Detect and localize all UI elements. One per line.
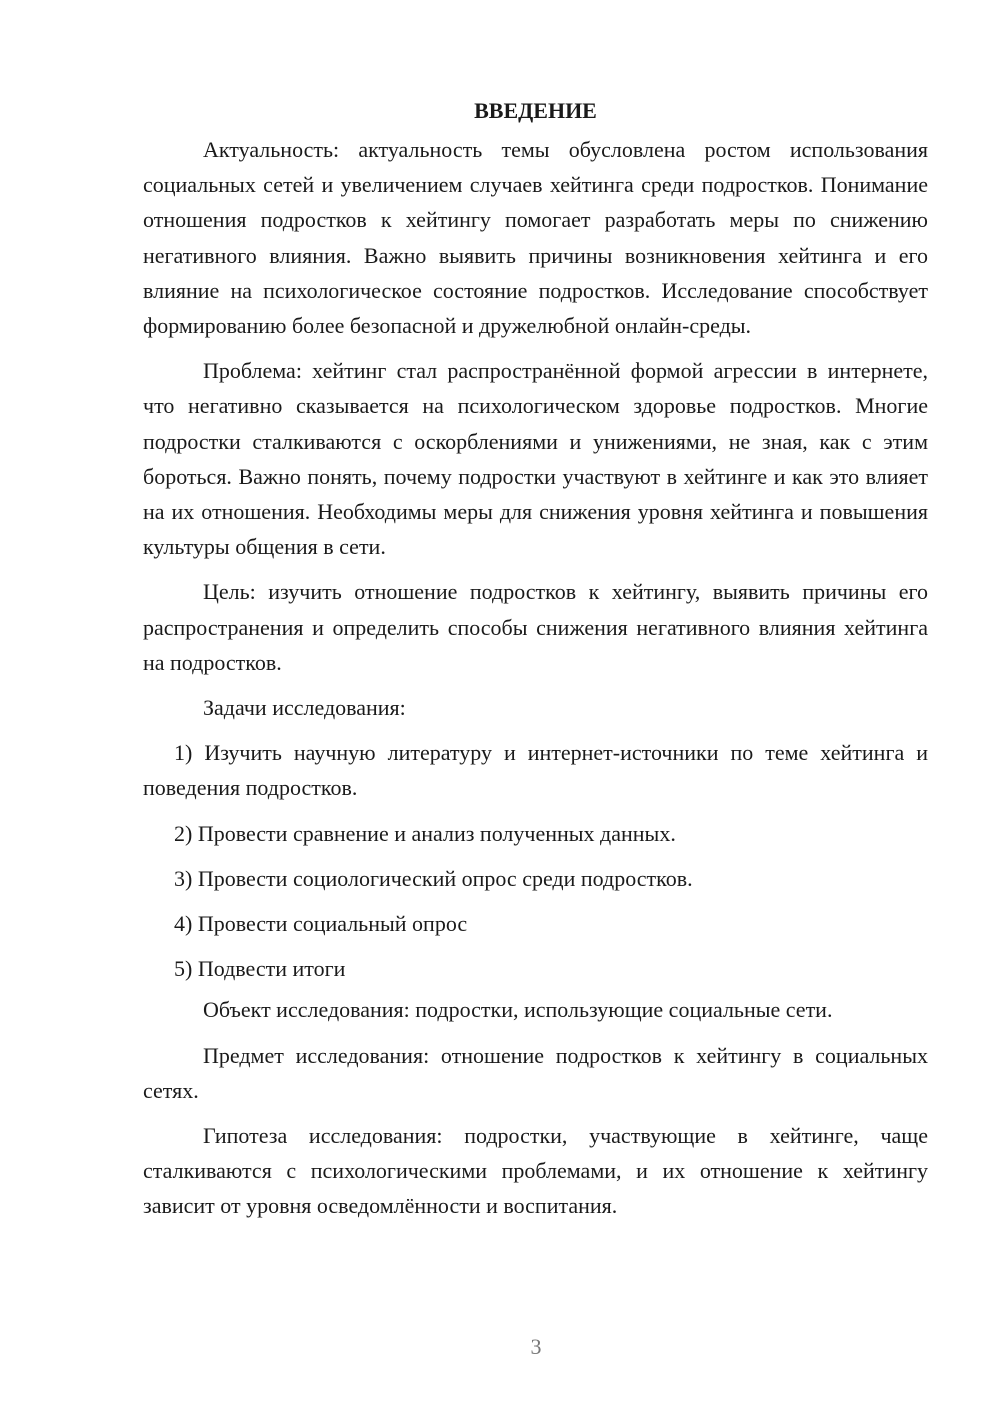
- section-heading: ВВЕДЕНИЕ: [474, 98, 597, 123]
- task-item: 1) Изучить научную литературу и интернет-источники по теме хейтинга и поведения подростков.: [143, 740, 928, 801]
- page-content: [143, 96, 928, 1234]
- task-item: 3) Провести социологический опрос среди подростков.: [174, 865, 693, 891]
- tasks-heading: Задачи исследования:: [203, 695, 406, 721]
- relevance-paragraph: Актуальность: актуальность темы обусловлена ростом использования социальных сетей и увеличением случаев хейтинга среди подростков. Понимание отношения подростков к хейтингу помогает разработать меры по снижению негативного влияния. Важно выявить причины возникновения хейтинга и его влияние на психологическое состояние подростков. Исследование способствует формированию более безопасной и дружелюбной онлайн-среды.: [143, 137, 928, 339]
- subject-paragraph: Предмет исследования: отношение подростков к хейтингу в социальных сетях.: [143, 1042, 928, 1103]
- task-item: 4) Провести социальный опрос: [174, 911, 468, 937]
- object-paragraph: Объект исследования: подростки, использующие социальные сети.: [203, 997, 833, 1023]
- problem-paragraph: Проблема: хейтинг стал распространённой формой агрессии в интернете, что негативно сказывается на психологическом здоровье подростков. Многие подростки сталкиваются с оскорблениями и унижениями, не зная, как с этим бороться. Важно понять, почему подростки участвуют в хейтинге и как это влияет на их отношения. Необходимы меры для снижения уровня хейтинга и повышения культуры общения в сети.: [143, 358, 928, 560]
- goal-paragraph: Цель: изучить отношение подростков к хейтингу, выявить причины его распространения и определить способы снижения негативного влияния хейтинга на подростков.: [143, 579, 928, 675]
- hypothesis-paragraph: Гипотеза исследования: подростки, участвующие в хейтинге, чаще сталкиваются с психологическими проблемами, и их отношение к хейтингу зависит от уровня осведомлённости и воспитания.: [143, 1123, 928, 1219]
- task-item: 2) Провести сравнение и анализ полученных данных.: [174, 820, 676, 846]
- task-item: 5) Подвести итоги: [174, 956, 346, 982]
- page-number: 3: [530, 1334, 542, 1359]
